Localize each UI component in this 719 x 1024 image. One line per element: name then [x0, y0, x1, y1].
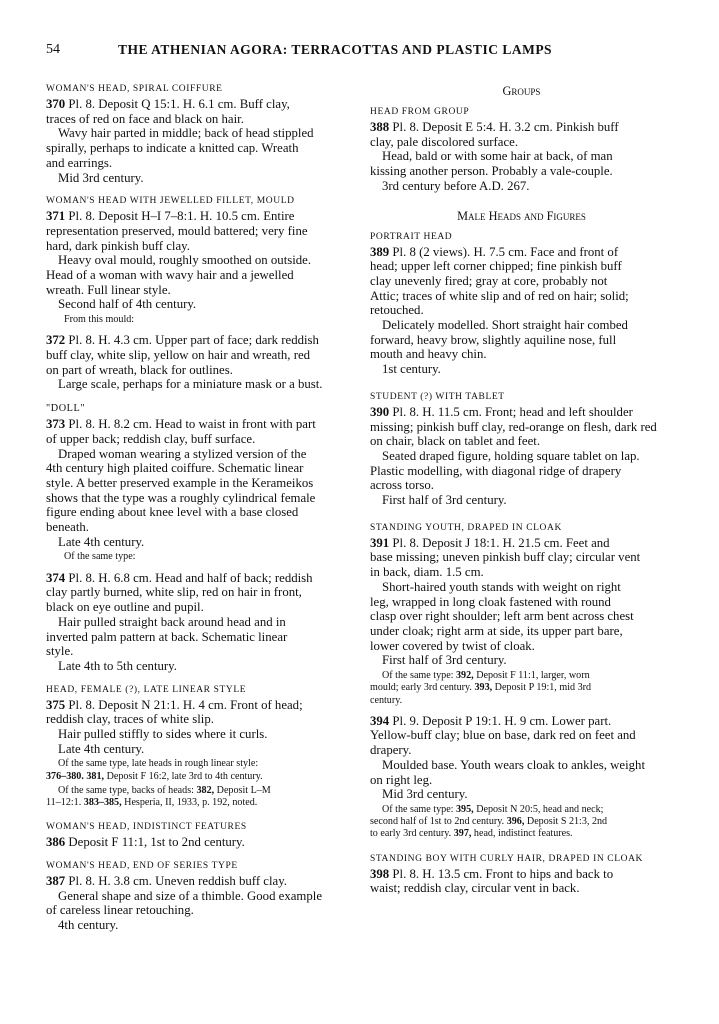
entry-description: Draped woman wearing a stylized version of the 4th century high plaited coiffure. Schematic linear style. A better preserved example in the Kerameikos shows that the type was a roughly cylindrical female figure ending about knee level with a base closed beneath. [46, 446, 316, 535]
entry-373 [46, 403, 350, 564]
catalog-number: 373 [46, 417, 66, 432]
page-number: 54 [46, 42, 60, 57]
section-title-groups: Groups [502, 84, 541, 98]
catalog-number: 394 [370, 713, 390, 728]
entry-description: Head, bald or with some hair at back, of man kissing another person. Probably a vale-couple. [370, 149, 613, 179]
entry-heading: WOMAN'S HEAD, SPIRAL COIFFURE [46, 84, 223, 94]
entry-391 [370, 523, 673, 707]
entry-catalog: 387 Pl. 8. H. 3.8 cm. Uneven reddish buff clay. [46, 873, 287, 888]
entry-389 [370, 232, 673, 377]
entry-related: Of the same type, backs of heads: 382, Deposit L–M 11–12:1. 383–385, Hesperia, II, 1933, p. 192, noted. [46, 784, 271, 809]
entry-date: 4th century. [58, 918, 119, 933]
catalog-number: 389 [370, 244, 390, 259]
entry-note: From this mould: [64, 314, 135, 326]
entry-date: Late 4th to 5th century. [58, 658, 177, 673]
entry-catalog: 398 Pl. 8. H. 13.5 cm. Front to hips and back to waist; reddish clay, circular vent in back. [370, 866, 614, 896]
entry-date: First half of 3rd century. [382, 493, 507, 508]
running-title: THE ATHENIAN AGORA: TERRACOTTAS AND PLASTIC LAMPS [118, 42, 553, 57]
catalog-number: 371 [46, 209, 66, 224]
entry-date: Mid 3rd century. [382, 787, 468, 802]
entry-description: Delicately modelled. Short straight hair combed forward, heavy brow, slightly aquiline nose, full mouth and heavy chin. [370, 318, 628, 362]
entry-date: Mid 3rd century. [58, 170, 144, 185]
entry-heading: WOMAN'S HEAD WITH JEWELLED FILLET, MOULD [46, 196, 295, 207]
entry-catalog: 394 Pl. 9. Deposit P 19:1. H. 9 cm. Lower part. Yellow-buff clay; blue on base, dark red on feet and drapery. [370, 713, 636, 758]
entry-related: Of the same type: 392, Deposit F 11:1, larger, worn mould; early 3rd century. 393, Deposit P 19:1, mid 3rd century. [370, 670, 592, 706]
catalog-number: 388 [370, 120, 390, 134]
entry-related: Of the same type, late heads in rough linear style: 376–380. 381, Deposit F 16:2, late 3rd to 4th century. [46, 758, 263, 782]
entry-heading: HEAD FROM GROUP [370, 107, 470, 117]
entry-date: First half of 3rd century. [382, 653, 507, 668]
entry-date: Late 4th century. [58, 741, 145, 756]
entry-388 [370, 107, 673, 194]
catalog-number: 387 [46, 873, 66, 888]
catalog-number: 391 [370, 535, 390, 550]
left-column [46, 78, 350, 933]
entry-372 [46, 333, 350, 392]
entry-description: General shape and size of a thimble. Good example of careless linear retouching. [46, 888, 323, 918]
entry-heading: STANDING YOUTH, DRAPED IN CLOAK [370, 522, 562, 533]
entry-date: 1st century. [382, 362, 441, 377]
entry-heading: WOMAN'S HEAD, INDISTINCT FEATURES [46, 822, 247, 833]
entry-description: Large scale, perhaps for a miniature mask or a bust. [58, 377, 323, 392]
entry-description: Wavy hair parted in middle; back of head stippled spirally, perhaps to indicate a knitted cap. Wreath and earrings. [46, 126, 314, 170]
entry-375 [46, 685, 350, 810]
entry-catalog: 390 Pl. 8. H. 11.5 cm. Front; head and left shoulder missing; pinkish buff clay, red-orange on flesh, dark red on chair, black on tablet and feet. [370, 404, 657, 449]
entry-catalog: 372 Pl. 8. H. 4.3 cm. Upper part of face; dark reddish buff clay, white slip, yellow on hair and wreath, red on part of wreath, black for outlines. [46, 333, 319, 377]
entry-374 [46, 571, 350, 674]
entry-heading: STUDENT (?) WITH TABLET [370, 391, 505, 402]
entry-catalog: 370 Pl. 8. Deposit Q 15:1. H. 6.1 cm. Buff clay, traces of red on face and black on hair. [46, 97, 290, 126]
catalog-number: 372 [46, 333, 66, 348]
page-header [46, 42, 694, 64]
entry-catalog: 373 Pl. 8. H. 8.2 cm. Head to waist in front with part of upper back; reddish clay, buff surface. [46, 417, 316, 446]
entry-heading: PORTRAIT HEAD [370, 231, 453, 242]
entry-date: Late 4th century. [58, 534, 145, 549]
entry-catalog: 386 Deposit F 11:1, 1st to 2nd century. [46, 835, 245, 850]
entry-catalog: 389 Pl. 8 (2 views). H. 7.5 cm. Face and front of head; upper left corner chipped; fine pinkish buff clay unevenly fired; gray at core, probably not Attic; traces of white slip and of red on hair; solid; retouched. [370, 244, 629, 318]
catalog-number: 390 [370, 404, 390, 419]
catalog-number: 386 [46, 835, 66, 850]
right-column [370, 78, 673, 896]
entry-394 [370, 714, 673, 841]
section-title-male: Male Heads and Figures [457, 208, 586, 223]
entry-370 [46, 84, 350, 185]
entry-catalog: 374 Pl. 8. H. 6.8 cm. Head and half of back; reddish clay partly burned, white slip, red on hair in front, black on eye outline and pupil. [46, 570, 313, 615]
entry-date: 3rd century before A.D. 267. [382, 178, 530, 193]
entry-date: Second half of 4th century. [58, 297, 197, 312]
entry-catalog: 375 Pl. 8. Deposit N 21:1. H. 4 cm. Front of head; reddish clay, traces of white slip. [46, 697, 303, 727]
entry-catalog: 391 Pl. 8. Deposit J 18:1. H. 21.5 cm. Feet and base missing; uneven pinkish buff clay; circular vent in back, diam. 1.5 cm. [370, 535, 641, 580]
entry-371 [46, 196, 350, 326]
entry-note: Of the same type: [64, 551, 136, 563]
entry-description: Short-haired youth stands with weight on right leg, wrapped in long cloak fastened with round clasp over right shoulder; left arm bent across chest under cloak; right arm at side, its upper part bare, lower covered by twist of cloak. [370, 579, 634, 653]
entry-description: Hair pulled stiffly to sides where it curls. [58, 727, 268, 742]
entry-heading: STANDING BOY WITH CURLY HAIR, DRAPED IN CLOAK [370, 853, 643, 864]
entry-heading: "DOLL" [46, 403, 86, 415]
entry-description: Seated draped figure, holding square tablet on lap. Plastic modelling, with diagonal ridge of drapery across torso. [370, 448, 640, 493]
entry-catalog: 388 Pl. 8. Deposit E 5:4. H. 3.2 cm. Pinkish buff clay, pale discolored surface. [370, 120, 619, 149]
entry-heading: HEAD, FEMALE (?), LATE LINEAR STYLE [46, 684, 247, 695]
entry-catalog: 371 Pl. 8. Deposit H–I 7–8:1. H. 10.5 cm. Entire representation preserved, mould battered; very fine hard, dark pinkish buff clay. [46, 209, 308, 253]
entry-heading: WOMAN'S HEAD, END OF SERIES TYPE [46, 860, 238, 871]
entry-related: Of the same type: 395, Deposit N 20:5, head and neck; second half of 1st to 2nd century. 396, Deposit S 21:3, 2nd to early 3rd century. 397, head, indistinct features. [370, 803, 608, 840]
entry-description: Heavy oval mould, roughly smoothed on outside. Head of a woman with wavy hair and a jewelled wreath. Full linear style. [46, 253, 312, 297]
entry-387 [46, 861, 350, 933]
entry-398 [370, 854, 673, 896]
entry-390 [370, 392, 673, 508]
catalog-number: 398 [370, 866, 390, 881]
entry-description: Hair pulled straight back around head and in inverted palm pattern at back. Schematic linear style. [46, 614, 288, 659]
catalog-number: 370 [46, 97, 66, 111]
catalog-number: 375 [46, 697, 66, 712]
entry-386 [46, 822, 350, 850]
catalog-number: 374 [46, 570, 66, 585]
entry-description: Moulded base. Youth wears cloak to ankles, weight on right leg. [370, 757, 646, 787]
